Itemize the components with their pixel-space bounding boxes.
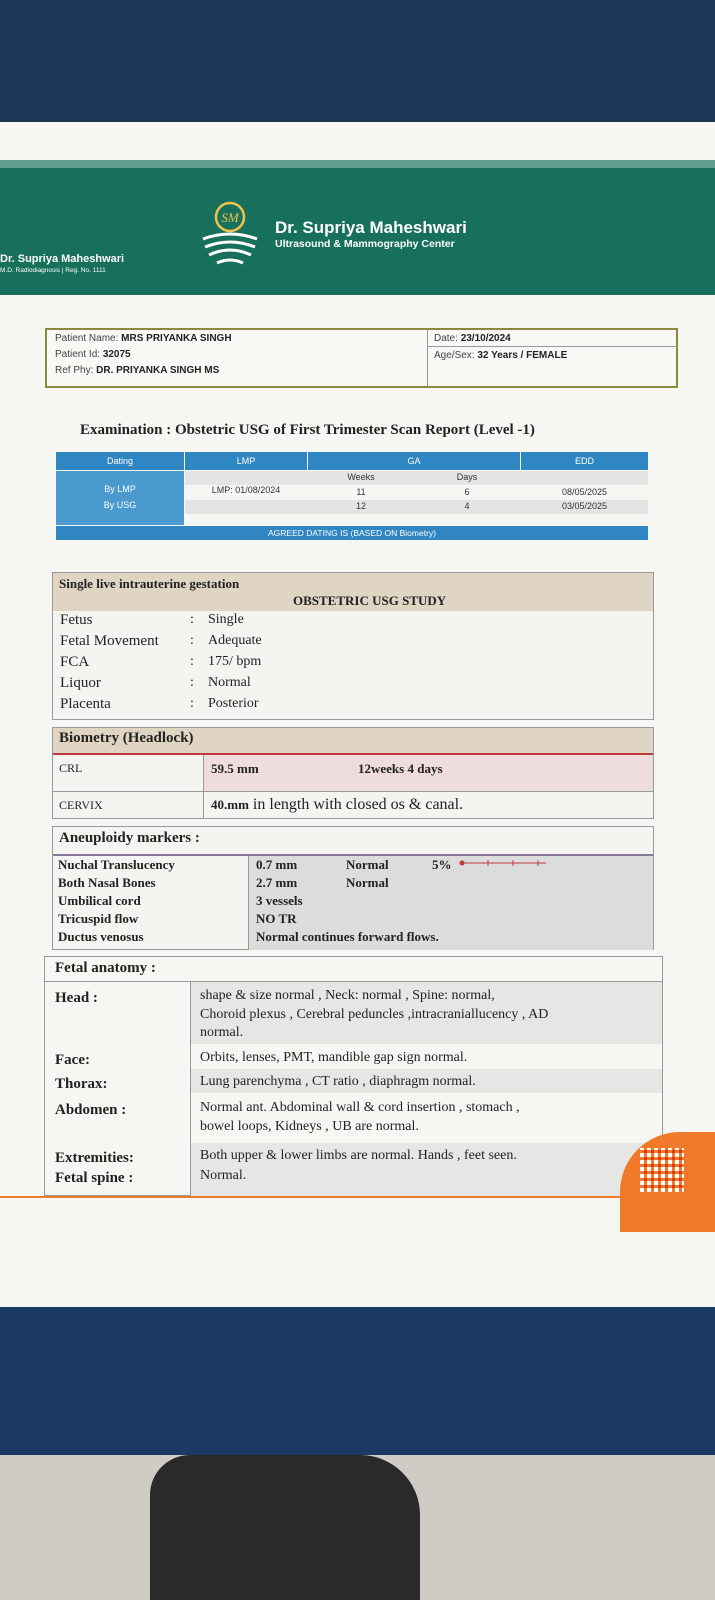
abdomen-line-1: Normal ant. Abdominal wall & cord insertion , stomach , (200, 1100, 520, 1115)
study-row-separator: : (190, 633, 194, 648)
study-row-value: 175/ bpm (208, 654, 262, 669)
weeks-subheader: Weeks (347, 472, 375, 482)
aneuploidy-row-value: 2.7 mm (256, 875, 298, 890)
usg-days: 4 (464, 501, 470, 511)
biometry-box (52, 727, 654, 819)
doctor-registration: M.D. Radiodiagnosis | Reg. No. 1111 (0, 267, 106, 274)
usg-edd: 03/05/2025 (561, 501, 608, 511)
agesex-value: 32 Years / FEMALE (477, 350, 568, 361)
aneuploidy-row-label: Umbilical cord (58, 893, 141, 908)
patient-name-label: Patient Name: (55, 333, 119, 344)
aneuploidy-row-value: Normal continues forward flows. (256, 929, 439, 944)
study-row-separator: : (190, 654, 194, 669)
study-row-separator: : (190, 612, 194, 627)
aneuploidy-row-status: Normal (346, 875, 389, 890)
face-label: Face: (55, 1052, 90, 1068)
crl-label: CRL (59, 761, 83, 775)
crl-value: 59.5 mm (211, 761, 259, 776)
lmp-weeks: 11 (356, 487, 366, 497)
by-usg-label: By USG (103, 500, 137, 510)
fetal-spine-label: Fetal spine : (55, 1170, 134, 1186)
study-row-value: Normal (208, 675, 251, 690)
thorax-value: Lung parenchyma , CT ratio , diaphragm normal. (200, 1074, 476, 1089)
fetal-spine-value: Normal. (200, 1168, 247, 1183)
dating-header: Dating (56, 452, 184, 470)
clinic-logo-icon (195, 195, 265, 275)
aneuploidy-title: Aneuploidy markers : (59, 830, 200, 846)
nt-percentile-scale-icon (458, 858, 548, 868)
patient-name-value: MRS PRIYANKA SINGH (121, 333, 232, 344)
head-line-1: shape & size normal , Neck: normal , Spine: normal, (200, 988, 495, 1003)
extremities-value: Both upper & lower limbs are normal. Hands , feet seen. (200, 1148, 517, 1163)
aneuploidy-row-value: NO TR (256, 911, 297, 926)
head-label: Head : (55, 990, 98, 1006)
lmp-value: LMP: 01/08/2024 (211, 485, 281, 495)
ref-phy-row (55, 365, 219, 376)
gestation-line: Single live intrauterine gestation (59, 576, 240, 591)
floor-shadow (150, 1455, 420, 1600)
abdomen-label: Abdomen : (55, 1102, 127, 1118)
date-row (434, 333, 511, 344)
exam-title: Examination : Obstetric USG of First Trimester Scan Report (Level -1) (80, 422, 535, 438)
ref-phy-label: Ref Phy: (55, 365, 94, 376)
aneuploidy-row-label: Both Nasal Bones (58, 875, 156, 890)
date-value: 23/10/2024 (460, 333, 511, 344)
svg-text:SM: SM (221, 210, 239, 225)
study-row-label: FCA (60, 654, 90, 670)
background-top (0, 0, 715, 130)
qr-code-icon (640, 1148, 684, 1192)
study-row-value: Posterior (208, 696, 259, 711)
study-row-label: Fetal Movement (60, 633, 159, 649)
edd-header: EDD (521, 452, 648, 470)
aneuploidy-row-value: 3 vessels (256, 893, 303, 908)
cervix-label: CERVIX (59, 798, 103, 812)
patient-id-row (55, 349, 131, 360)
ga-header: GA (308, 452, 520, 470)
biometry-title: Biometry (Headlock) (59, 730, 194, 746)
clinic-subtitle: Ultrasound & Mammography Center (275, 238, 455, 250)
extremities-label: Extremities: (55, 1150, 134, 1166)
aneuploidy-row-label: Tricuspid flow (58, 911, 139, 926)
abdomen-line-2: bowel loops, Kidneys , UB are normal. (200, 1119, 419, 1134)
study-row-separator: : (190, 675, 194, 690)
patient-id-label: Patient Id: (55, 349, 101, 360)
crl-ga: 12weeks 4 days (358, 761, 443, 776)
anatomy-title: Fetal anatomy : (55, 960, 156, 976)
study-row-label: Fetus (60, 612, 93, 628)
aneuploidy-row-value: 0.7 mm (256, 857, 298, 872)
dating-table (56, 452, 648, 540)
aneuploidy-row-extra: 5% (432, 857, 452, 872)
agesex-label: Age/Sex: (434, 350, 475, 361)
agreed-dating: AGREED DATING IS (BASED ON Biometry) (56, 526, 648, 540)
patient-name-row (55, 333, 232, 344)
by-lmp-label: By LMP (104, 484, 136, 494)
study-row-label: Placenta (60, 696, 111, 712)
days-subheader: Days (456, 472, 478, 482)
clinic-name: Dr. Supriya Maheshwari (275, 218, 467, 237)
ref-phy-value: DR. PRIYANKA SINGH MS (96, 365, 220, 376)
study-row-label: Liquor (60, 675, 101, 691)
footer-line (0, 1196, 625, 1198)
aneuploidy-row-status: Normal (346, 857, 389, 872)
lmp-edd: 08/05/2025 (561, 487, 608, 497)
aneuploidy-row-label: Ductus venosus (58, 929, 144, 944)
lmp-header: LMP (185, 452, 307, 470)
study-row-separator: : (190, 696, 194, 711)
background-bottom (0, 1290, 715, 1455)
thorax-label: Thorax: (55, 1076, 108, 1092)
study-row-value: Adequate (208, 633, 262, 648)
cervix-value: 40.mm in length with closed os & canal. (211, 796, 464, 813)
lmp-days: 6 (464, 487, 470, 497)
head-line-3: normal. (200, 1025, 244, 1040)
study-row-value: Single (208, 612, 244, 627)
head-line-2: Choroid plexus , Cerebral peduncles ,intracraniallucency , AD (200, 1007, 549, 1022)
doctor-name: Dr. Supriya Maheshwari (0, 253, 125, 265)
usg-weeks: 12 (355, 501, 366, 511)
face-value: Orbits, lenses, PMT, mandible gap sign normal. (200, 1050, 468, 1065)
patient-info-box (45, 328, 678, 388)
aneuploidy-row-label: Nuchal Translucency (58, 857, 175, 872)
date-label: Date: (434, 333, 458, 344)
agesex-row (434, 350, 567, 361)
patient-id-value: 32075 (102, 349, 131, 360)
study-title: OBSTETRIC USG STUDY (293, 593, 447, 608)
